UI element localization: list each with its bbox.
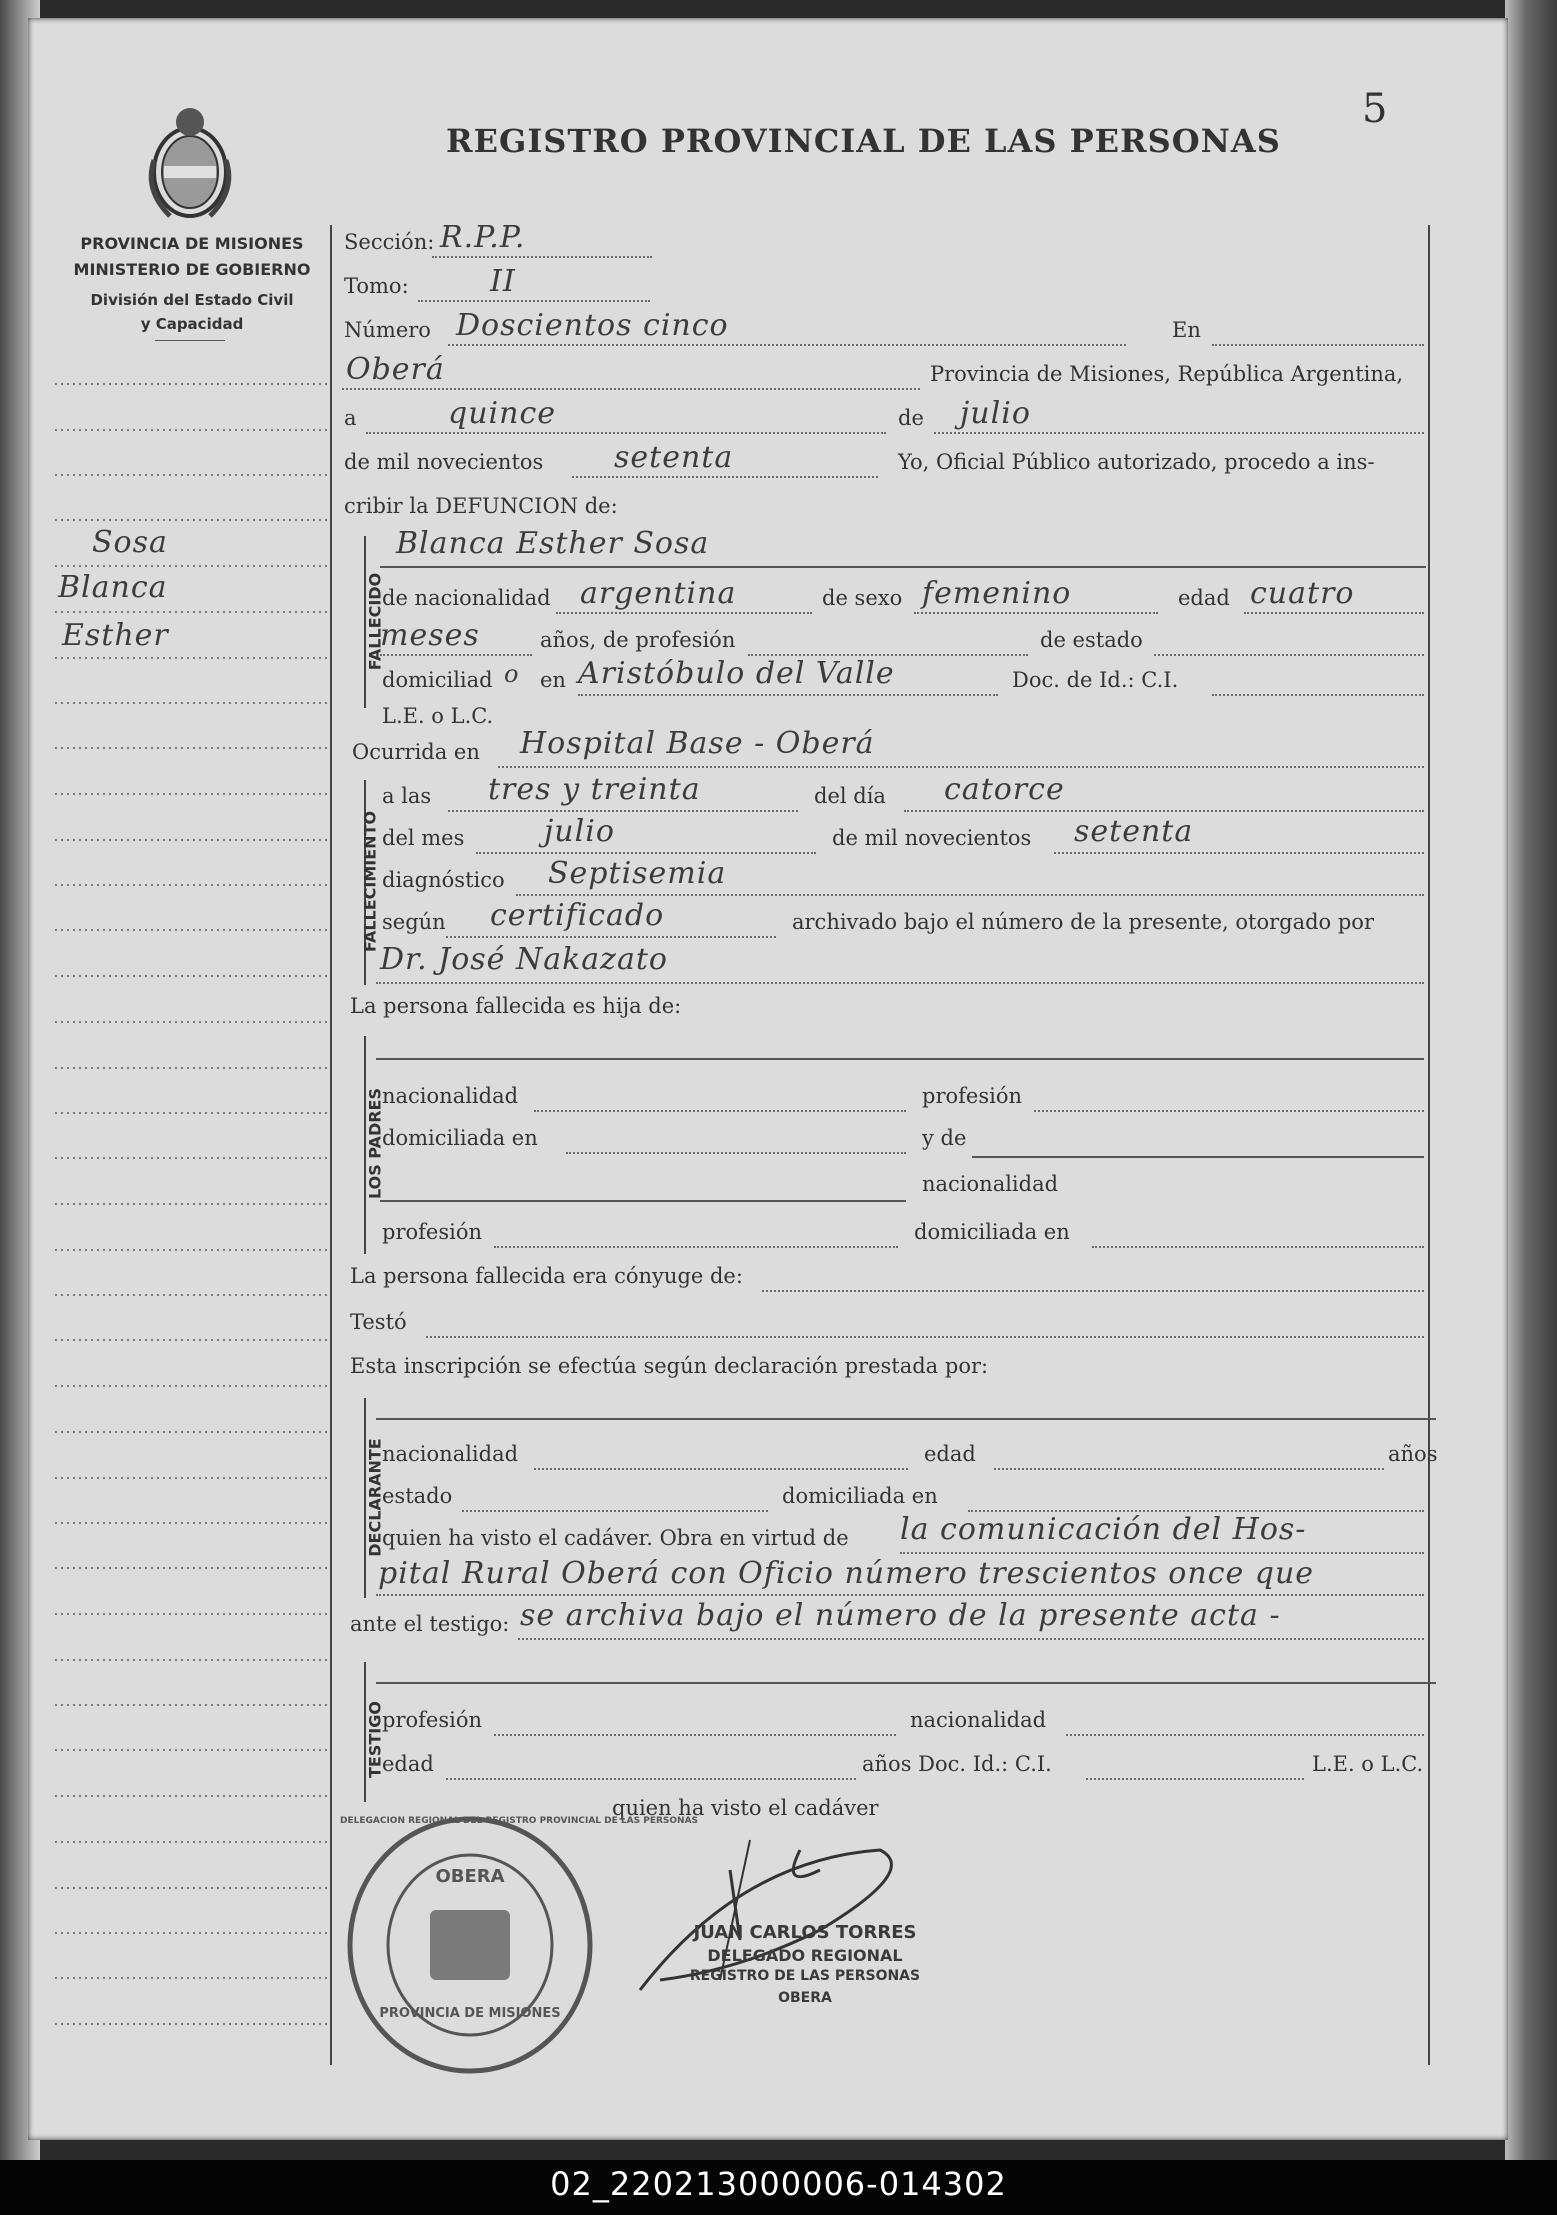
- value-hora: tres y treinta: [488, 772, 701, 807]
- label-tomo: Tomo:: [344, 274, 409, 298]
- label-de-sexo: de sexo: [822, 586, 903, 610]
- value-anio: setenta: [614, 440, 734, 475]
- line-edad-unidad: [380, 654, 532, 656]
- value-edad-unidad: meses: [380, 618, 480, 653]
- section-label-fallecido: FALLECIDO: [365, 572, 385, 671]
- value-dia: quince: [448, 396, 556, 431]
- org-line-2: MINISTERIO DE GOBIERNO: [73, 260, 311, 279]
- line-padre-nombre: [376, 1058, 1424, 1060]
- label-testigo-edad: edad: [382, 1752, 434, 1776]
- page-number: 5: [1362, 86, 1388, 132]
- margin-surname: Sosa: [92, 525, 168, 560]
- line-sexo: [914, 612, 1158, 614]
- line-testigo-edad: [446, 1778, 856, 1780]
- value-obra-virtud-1: la comunicación del Hos-: [900, 1512, 1307, 1547]
- value-ocurrida-en: Hospital Base - Oberá: [520, 726, 875, 761]
- section-label-testigo: TESTIGO: [365, 1701, 385, 1778]
- page-title: REGISTRO PROVINCIAL DE LAS PERSONAS: [446, 122, 1281, 160]
- label-testigo-quien-visto: quien ha visto el cadáver: [612, 1796, 879, 1820]
- line-madre-profesion: [494, 1246, 898, 1248]
- line-numero: [448, 344, 1126, 346]
- book-edge-right: [1505, 0, 1557, 2160]
- label-de: de: [898, 406, 924, 430]
- line-declarante-edad: [994, 1468, 1384, 1470]
- label-padre-profesion: profesión: [922, 1084, 1022, 1108]
- line-dia: [366, 432, 886, 434]
- line-segun: [446, 936, 776, 938]
- line-obra-virtud: [900, 1552, 1424, 1554]
- line-estado: [1154, 654, 1424, 656]
- org-line-1: PROVINCIA DE MISIONES: [80, 234, 304, 253]
- label-edad: edad: [1178, 586, 1230, 610]
- section-label-fallecimiento: FALLECIMIENTO: [360, 810, 380, 953]
- label-a-las: a las: [382, 784, 432, 808]
- line-otorgado: [376, 982, 1424, 984]
- signatory-city: OBERA: [778, 1990, 832, 2006]
- label-numero: Número: [344, 318, 431, 342]
- frame-right-line: [1428, 225, 1430, 2065]
- label-segun: según: [382, 910, 446, 934]
- line-doc-id: [1212, 694, 1424, 696]
- line-testigo-nombre: [376, 1682, 1436, 1684]
- line-declarante-nombre: [376, 1418, 1436, 1420]
- label-declarante-estado: estado: [382, 1484, 453, 1508]
- line-testigo-nacionalidad: [1066, 1734, 1424, 1736]
- line-ante-testigo: [518, 1638, 1424, 1640]
- label-declarante-nacionalidad: nacionalidad: [382, 1442, 519, 1466]
- signatory-office: REGISTRO DE LAS PERSONAS: [689, 1968, 921, 1984]
- label-del-mes: del mes: [382, 826, 465, 850]
- coat-of-arms-icon: [140, 100, 240, 225]
- org-line-4: y Capacidad: [140, 315, 244, 333]
- label-testigo-nacionalidad: nacionalidad: [910, 1708, 1047, 1732]
- label-del-dia: del día: [814, 784, 886, 808]
- label-esta-inscripcion: Esta inscripción se efectúa según declaración prestada por:: [350, 1354, 989, 1378]
- org-underline: [155, 340, 225, 341]
- value-otorgado-por: Dr. José Nakazato: [380, 942, 668, 977]
- label-padre-profesion-2: profesión: [382, 1220, 482, 1244]
- section-label-declarante: DECLARANTE: [365, 1438, 385, 1557]
- frame-left-line: [330, 225, 332, 2065]
- footer-image-id: 02_220213000006-014302: [550, 2165, 1007, 2203]
- label-de-nacionalidad: de nacionalidad: [382, 586, 551, 610]
- value-edad-num: cuatro: [1250, 576, 1355, 611]
- label-provincia: Provincia de Misiones, República Argentina,: [930, 362, 1404, 386]
- value-domicilio: Aristóbulo del Valle: [578, 656, 895, 691]
- line-padre-nacionalidad: [534, 1110, 906, 1112]
- line-testigo-doc: [1086, 1778, 1304, 1780]
- value-seccion: R.P.P.: [440, 220, 526, 255]
- value-nombre: Blanca Esther Sosa: [396, 526, 710, 561]
- label-testo: Testó: [350, 1310, 407, 1334]
- signatory-name: JUAN CARLOS TORRES: [693, 1922, 917, 1943]
- line-declarante-nacionalidad: [534, 1468, 908, 1470]
- value-obra-virtud-2: pital Rural Oberá con Oficio número trescientos once que: [378, 1556, 1315, 1591]
- label-seccion: Sección:: [344, 230, 435, 254]
- value-sexo: femenino: [922, 576, 1072, 611]
- label-de-estado: de estado: [1040, 628, 1143, 652]
- line-declarante-estado: [462, 1510, 768, 1512]
- line-padre-profesion: [1034, 1110, 1424, 1112]
- line-testo: [426, 1336, 1424, 1338]
- label-y-de: y de: [922, 1126, 967, 1150]
- stamp-lower-text: PROVINCIA DE MISIONES: [379, 2006, 561, 2021]
- label-a: a: [344, 406, 357, 430]
- margin-middle-name: Esther: [62, 618, 169, 653]
- line-edad: [1244, 612, 1424, 614]
- label-domiciliad: domiciliad: [382, 668, 493, 692]
- label-anos-profesion: años, de profesión: [540, 628, 736, 652]
- label-en-domicilio: en: [540, 668, 566, 692]
- line-domicilio: [578, 694, 998, 696]
- line-padre-domicilio-2: [380, 1200, 906, 1202]
- line-seccion: [432, 256, 652, 258]
- line-en: [1212, 344, 1424, 346]
- label-declarante-domiciliada: domiciliada en: [782, 1484, 938, 1508]
- value-anio-fallec: setenta: [1074, 814, 1194, 849]
- org-line-3: División del Estado Civil: [90, 291, 294, 309]
- value-domiciliad-suffix: o: [504, 660, 520, 688]
- line-nombre: [380, 566, 1426, 568]
- line-conyuge: [762, 1290, 1424, 1292]
- line-anio: [572, 476, 878, 478]
- label-declarante-anos: años: [1388, 1442, 1438, 1466]
- line-obra-virtud-2: [376, 1594, 1424, 1596]
- stamp-seal-icon: [340, 1810, 699, 2080]
- value-numero: Doscientos cinco: [456, 308, 729, 343]
- label-le-lc: L.E. o L.C.: [382, 704, 494, 728]
- label-declarante-edad: edad: [924, 1442, 976, 1466]
- label-padre-domiciliada: domiciliada en: [382, 1126, 538, 1150]
- value-mes-fallec: julio: [544, 814, 615, 849]
- label-padre-nacionalidad: nacionalidad: [382, 1084, 519, 1108]
- label-cribir: cribir la DEFUNCION de:: [344, 494, 618, 518]
- label-madre-nacionalidad: nacionalidad: [922, 1172, 1059, 1196]
- line-hora: [448, 810, 798, 812]
- label-ocurrida-en: Ocurrida en: [352, 740, 480, 764]
- section-label-padres: LOS PADRES: [365, 1088, 385, 1200]
- value-nacionalidad: argentina: [580, 576, 737, 611]
- line-nacionalidad: [556, 612, 812, 614]
- margin-ruling: [55, 350, 327, 2070]
- label-hija-de: La persona fallecida es hija de:: [350, 994, 682, 1018]
- value-ante-testigo: se archiva bajo el número de la presente acta -: [520, 1598, 1281, 1633]
- line-mes-fallec: [476, 852, 816, 854]
- label-testigo-profesion: profesión: [382, 1708, 482, 1732]
- value-diagnostico: Septisemia: [548, 856, 727, 891]
- label-testigo-anos-doc: años Doc. Id.: C.I.: [862, 1752, 1052, 1776]
- label-testigo-le-lc: L.E. o L.C.: [1312, 1752, 1424, 1776]
- signatory-role: DELEGADO REGIONAL: [707, 1946, 903, 1965]
- line-padre-domicilio: [566, 1152, 906, 1154]
- margin-given-name: Blanca: [58, 570, 168, 605]
- line-madre-domicilio: [1092, 1246, 1424, 1248]
- line-testigo-profesion: [494, 1734, 896, 1736]
- label-madre-domiciliada: domiciliada en: [914, 1220, 1070, 1244]
- line-diagnostico: [516, 894, 1424, 896]
- stamp-center-text: OBERA: [435, 1866, 505, 1887]
- label-conyuge: La persona fallecida era cónyuge de:: [350, 1264, 743, 1288]
- line-anio-fallec: [1054, 852, 1424, 854]
- label-archivado: archivado bajo el número de la presente, otorgado por: [792, 910, 1374, 934]
- label-quien-visto: quien ha visto el cadáver. Obra en virtud de: [382, 1526, 849, 1550]
- value-tomo: II: [490, 264, 516, 299]
- value-lugar: Oberá: [346, 352, 445, 387]
- line-mes: [934, 432, 1424, 434]
- stamp-ring-text: DELEGACION REGIONAL DEL REGISTRO PROVINCIAL DE LAS PERSONAS: [340, 1816, 699, 1826]
- value-dia-fallec: catorce: [944, 772, 1065, 807]
- official-stamp: [340, 1810, 699, 2080]
- label-en: En: [1172, 318, 1201, 342]
- label-ante-testigo: ante el testigo:: [350, 1612, 510, 1636]
- label-diagnostico: diagnóstico: [382, 868, 505, 892]
- label-de-mil: de mil novecientos: [344, 450, 544, 474]
- value-mes: julio: [960, 396, 1031, 431]
- line-lugar: [342, 388, 920, 390]
- line-dia-fallec: [904, 810, 1424, 812]
- label-de-mil-fallec: de mil novecientos: [832, 826, 1032, 850]
- line-madre-nombre: [972, 1156, 1424, 1158]
- line-tomo: [418, 300, 650, 302]
- value-segun: certificado: [490, 898, 665, 933]
- label-doc-id: Doc. de Id.: C.I.: [1012, 668, 1179, 692]
- line-ocurrida: [498, 766, 1424, 768]
- label-yo-oficial: Yo, Oficial Público autorizado, procedo a ins-: [898, 450, 1375, 474]
